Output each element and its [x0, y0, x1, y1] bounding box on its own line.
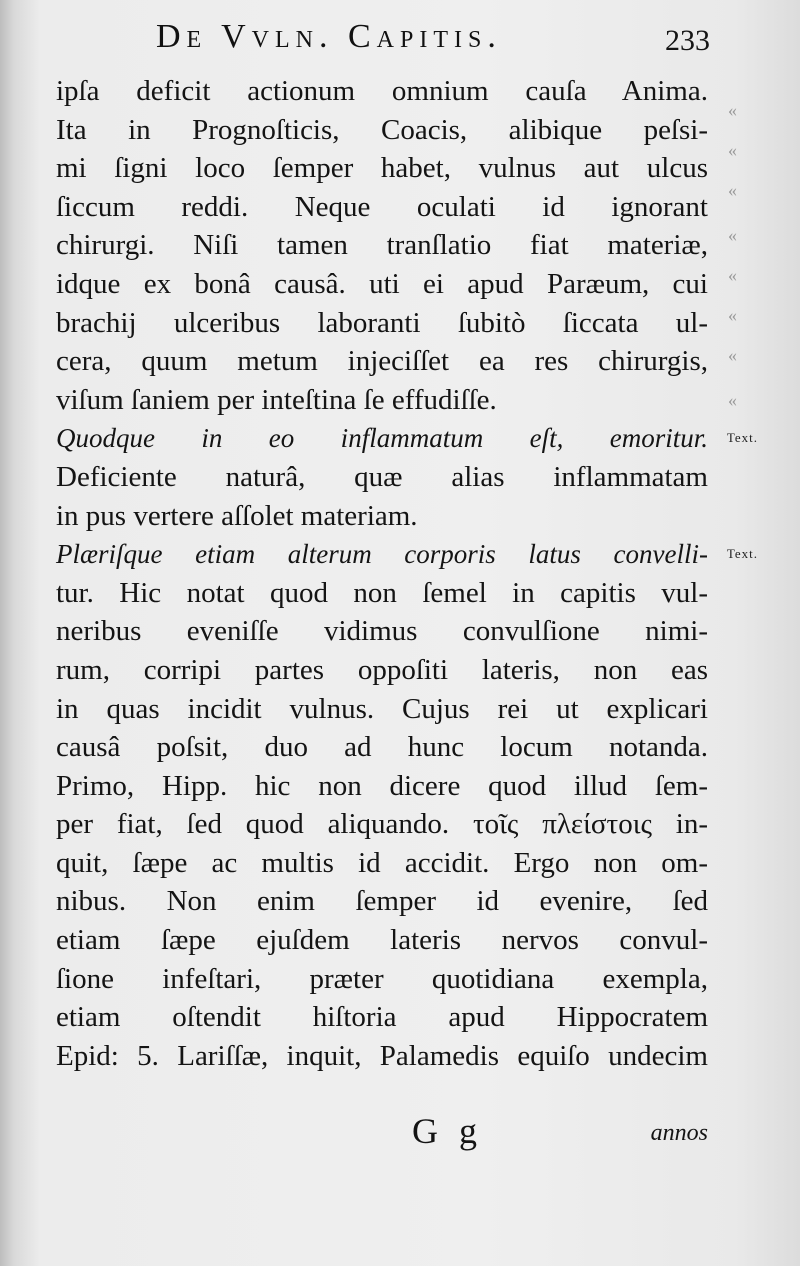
text-line-content: per fiat, ſed quod aliquando. τοῖς πλείστοις in-	[56, 808, 708, 841]
text-line-content: mi ſigni loco ſemper habet, vulnus aut ulcus	[56, 152, 708, 185]
quote-mark: «	[728, 180, 737, 200]
text-line	[56, 535, 758, 574]
text-line	[56, 111, 708, 150]
text-line-content: Epid: 5. Lariſſæ, inquit, Palamedis equiſo undecim	[56, 1039, 708, 1072]
quote-mark: «	[728, 345, 737, 365]
quote-mark: «	[728, 305, 737, 325]
text-line	[56, 767, 708, 806]
catchword: annos	[650, 1120, 708, 1146]
text-line-content: Plæriſque etiam alterum corporis latus convelli-	[56, 539, 708, 570]
text-line	[56, 342, 708, 381]
text-line-content: in pus vertere aſſolet materiam.	[56, 499, 418, 532]
quote-mark: «	[728, 225, 737, 245]
quote-mark: «	[728, 390, 737, 410]
text-line	[56, 690, 708, 729]
text-line	[56, 574, 708, 613]
text-line	[56, 497, 708, 536]
text-line-content: viſum ſaniem per inteſtina ſe effudiſſe.	[56, 383, 497, 416]
marginal-note: Text.	[726, 430, 758, 446]
text-line-content: in quas incidit vulnus. Cujus rei ut explicari	[56, 692, 708, 725]
text-line-content: nibus. Non enim ſemper id evenire, ſed	[56, 885, 708, 918]
text-line	[56, 998, 708, 1037]
quote-mark: «	[728, 265, 737, 285]
text-line	[56, 651, 708, 690]
page-footer	[56, 1110, 708, 1170]
text-line	[56, 1037, 708, 1076]
text-line	[56, 882, 708, 921]
text-line-content: causâ poſsit, duo ad hunc locum notanda.	[56, 731, 708, 764]
quote-mark: «	[728, 100, 737, 120]
text-line-content: cera, quum metum injeciſſet ea res chirurgis,	[56, 345, 708, 378]
text-line	[56, 844, 708, 883]
text-line-content: etiam oſtendit hiſtoria apud Hippocratem	[56, 1001, 708, 1034]
text-line-content: Ita in Prognoſticis, Coacis, alibique peſsi-	[56, 113, 708, 146]
text-line-content: neribus eveniſſe vidimus convulſione nimi-	[56, 615, 708, 648]
text-line	[56, 728, 708, 767]
text-line	[56, 612, 708, 651]
text-line-content: quit, ſæpe ac multis id accidit. Ergo non om-	[56, 846, 708, 879]
text-line-content: ſione infeſtari, præter quotidiana exempla,	[56, 962, 708, 995]
text-line	[56, 921, 708, 960]
text-line	[56, 265, 708, 304]
text-line	[56, 226, 708, 265]
signature-mark: G g	[412, 1111, 483, 1151]
text-line	[56, 805, 708, 844]
text-line-content: Quodque in eo inflammatum eſt, emoritur.	[56, 423, 708, 454]
text-line	[56, 381, 708, 420]
running-head: De Vvln. Capitis.	[156, 18, 502, 55]
text-line-content: rum, corripi partes oppoſiti lateris, non eas	[56, 653, 708, 686]
text-line	[56, 458, 708, 497]
quote-mark: «	[728, 140, 737, 160]
text-line	[56, 419, 758, 458]
text-line	[56, 72, 708, 111]
page-number: 233	[665, 24, 710, 57]
text-line-content: etiam ſæpe ejuſdem lateris nervos convul-	[56, 924, 708, 957]
text-line	[56, 188, 708, 227]
page-header	[150, 14, 710, 64]
marginal-note: Text.	[726, 546, 758, 562]
text-line-content: idque ex bonâ causâ. uti ei apud Paræum, cui	[56, 267, 708, 300]
text-line-content: ipſa deficit actionum omnium cauſa Anima.	[56, 75, 708, 107]
body-text	[56, 72, 758, 1075]
text-line-content: chirurgi. Niſi tamen tranſlatio fiat materiæ,	[56, 229, 708, 262]
text-line-content: Primo, Hipp. hic non dicere quod illud ſem-	[56, 769, 708, 802]
text-line-content: Deficiente naturâ, quæ alias inflammatam	[56, 460, 708, 493]
text-line	[56, 149, 708, 188]
text-line-content: ſiccum reddi. Neque oculati id ignorant	[56, 190, 708, 223]
text-line	[56, 960, 708, 999]
text-line-content: brachij ulceribus laboranti ſubitò ſiccata ul-	[56, 306, 708, 339]
text-line	[56, 304, 708, 343]
text-line-content: tur. Hic notat quod non ſemel in capitis vul-	[56, 576, 708, 609]
